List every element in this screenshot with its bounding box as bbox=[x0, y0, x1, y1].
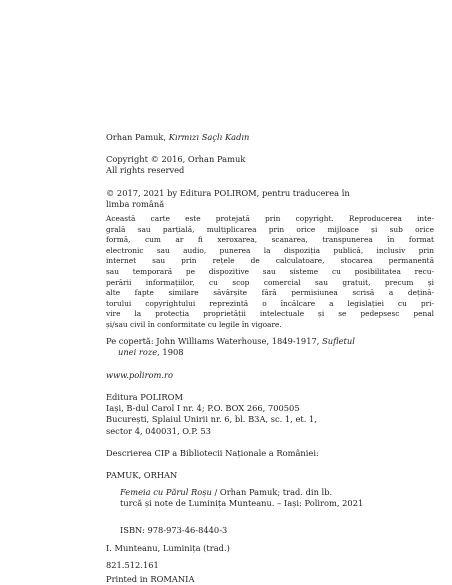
legal-line: formă, cum ar fi xeroxarea, scanarea, transpunerea în format bbox=[106, 235, 434, 245]
legal-line: electronic sau audio, punerea la dispoziția publică, inclusiv prin bbox=[106, 245, 434, 255]
legal-line: și/sau civil în conformitate cu legile în vigoare. bbox=[106, 319, 282, 329]
website-block bbox=[106, 370, 434, 381]
cip-translator: I. Munteanu, Luminița (trad.) bbox=[106, 543, 230, 553]
legal-line: sau temporară pe dispozitive sau sisteme cu posibilitatea recu- bbox=[106, 266, 434, 276]
classification-block bbox=[106, 560, 434, 571]
cover-credit bbox=[106, 336, 434, 358]
publisher-address-line: sector 4, 040031, O.P. 53 bbox=[106, 425, 211, 436]
isbn: ISBN: 978-973-46-8440-3 bbox=[120, 525, 228, 535]
printed-block bbox=[106, 574, 434, 585]
publisher-name: Editura POLIROM bbox=[106, 392, 183, 402]
cip-author-block bbox=[106, 470, 434, 481]
translation-rights-line-1: © 2017, 2021 by Editura POLIROM, pentru traducerea în bbox=[106, 188, 350, 198]
copyright-line: Copyright © 2016, Orhan Pamuk bbox=[106, 154, 246, 164]
legal-line: Această carte este protejată prin copyright. Reproducerea inte- bbox=[106, 214, 434, 223]
cip-desc-1: / Orhan Pamuk; trad. din lb. bbox=[211, 487, 333, 497]
publisher-address-line: București, Splaiul Unirii nr. 6, bl. B3A, sc. 1, et. 1, bbox=[106, 414, 317, 425]
copyright-block bbox=[106, 154, 434, 176]
printed-in: Printed in ROMANIA bbox=[106, 574, 195, 584]
legal-line: vire la protecția proprietății intelectuale și se pedepsesc penal bbox=[106, 309, 434, 319]
legal-line: torului copyrightului reprezintă o încălcare a legislației cu pri- bbox=[106, 298, 434, 308]
cover-year: 1908 bbox=[159, 347, 184, 358]
cip-heading-block bbox=[106, 448, 434, 459]
cip-classification: 821.512.161 bbox=[106, 560, 159, 570]
author-line bbox=[106, 132, 434, 143]
legal-line: alte fapte similare săvârșite fără permisiunea scrisă a dețină- bbox=[106, 288, 434, 298]
isbn-block bbox=[106, 525, 434, 536]
translation-rights-line-2: limba română bbox=[106, 199, 165, 210]
cover-title-part-1: Sufletul bbox=[322, 336, 355, 346]
legal-notice bbox=[106, 214, 434, 331]
cip-description bbox=[106, 487, 434, 509]
cip-heading: Descrierea CIP a Bibliotecii Naționale a României: bbox=[106, 448, 319, 458]
original-title: Kırmızı Saçlı Kadın bbox=[168, 132, 250, 142]
translation-rights bbox=[106, 188, 434, 210]
cover-credit-prefix: Pe copertă: John Williams Waterhouse, 1849-1917, bbox=[106, 336, 320, 346]
publisher-address-line: Iași, B-dul Carol I nr. 4; P.O. BOX 266, 700505 bbox=[106, 403, 300, 414]
translator-block bbox=[106, 543, 434, 554]
cip-desc-2: turcă și note de Luminița Munteanu. – Iași: Polirom, 2021 bbox=[120, 498, 364, 509]
publisher-block bbox=[106, 392, 434, 437]
cover-title-part-2: unei roze, bbox=[118, 347, 160, 358]
legal-line: perării informațiilor, cu scop comercial sau gratuit, precum și bbox=[106, 277, 434, 287]
legal-line: grală sau parțială, multiplicarea prin orice mijloace și sub orice bbox=[106, 224, 434, 234]
cip-title: Femeia cu Părul Roșu bbox=[120, 487, 212, 497]
legal-line: internet sau prin rețele de calculatoare, stocarea permanentă bbox=[106, 256, 434, 266]
author-name: Orhan Pamuk, bbox=[106, 132, 167, 142]
website-link[interactable]: www.polirom.ro bbox=[106, 370, 173, 380]
rights-line: All rights reserved bbox=[106, 165, 185, 176]
cip-author: PAMUK, ORHAN bbox=[106, 470, 178, 480]
